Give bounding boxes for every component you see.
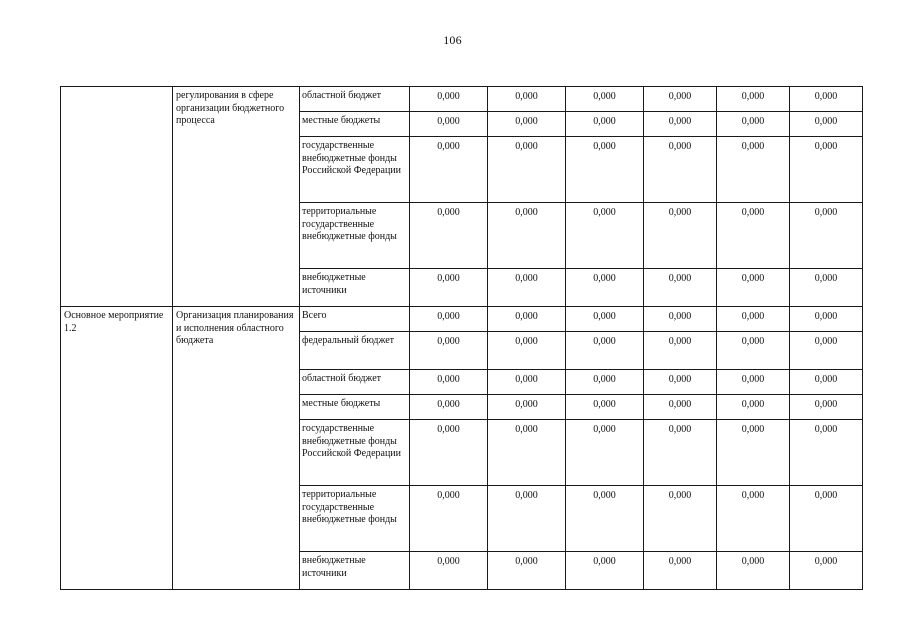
value-cell: 0,000 bbox=[566, 370, 644, 395]
event-name-cell: Организация планирования и исполнения областного бюджета bbox=[173, 307, 300, 590]
value-cell: 0,000 bbox=[717, 552, 790, 590]
event-name-cell: регулирования в сфере организации бюджетного процесса bbox=[173, 87, 300, 307]
value-cell: 0,000 bbox=[717, 420, 790, 486]
value-cell: 0,000 bbox=[644, 552, 717, 590]
value-cell: 0,000 bbox=[644, 486, 717, 552]
value-cell: 0,000 bbox=[644, 137, 717, 203]
value-cell: 0,000 bbox=[790, 112, 863, 137]
page-number: 106 bbox=[443, 33, 462, 47]
value-cell: 0,000 bbox=[488, 420, 566, 486]
value-cell: 0,000 bbox=[566, 552, 644, 590]
value-cell: 0,000 bbox=[790, 420, 863, 486]
value-cell: 0,000 bbox=[644, 87, 717, 112]
value-cell: 0,000 bbox=[644, 112, 717, 137]
value-cell: 0,000 bbox=[790, 552, 863, 590]
value-cell: 0,000 bbox=[717, 332, 790, 370]
value-cell: 0,000 bbox=[566, 420, 644, 486]
value-cell: 0,000 bbox=[410, 112, 488, 137]
funding-source-cell: внебюджетные источники bbox=[300, 552, 410, 590]
value-cell: 0,000 bbox=[717, 307, 790, 332]
table-row bbox=[61, 87, 863, 112]
value-cell: 0,000 bbox=[410, 552, 488, 590]
value-cell: 0,000 bbox=[717, 370, 790, 395]
value-cell: 0,000 bbox=[717, 112, 790, 137]
value-cell: 0,000 bbox=[790, 307, 863, 332]
value-cell: 0,000 bbox=[644, 269, 717, 307]
value-cell: 0,000 bbox=[717, 87, 790, 112]
value-cell: 0,000 bbox=[488, 137, 566, 203]
value-cell: 0,000 bbox=[410, 486, 488, 552]
value-cell: 0,000 bbox=[566, 112, 644, 137]
value-cell: 0,000 bbox=[644, 420, 717, 486]
value-cell: 0,000 bbox=[644, 307, 717, 332]
value-cell: 0,000 bbox=[488, 269, 566, 307]
value-cell: 0,000 bbox=[410, 269, 488, 307]
value-cell: 0,000 bbox=[644, 370, 717, 395]
value-cell: 0,000 bbox=[644, 332, 717, 370]
table-row bbox=[61, 307, 863, 332]
value-cell: 0,000 bbox=[488, 112, 566, 137]
value-cell: 0,000 bbox=[717, 486, 790, 552]
value-cell: 0,000 bbox=[717, 137, 790, 203]
value-cell: 0,000 bbox=[410, 137, 488, 203]
value-cell: 0,000 bbox=[566, 269, 644, 307]
value-cell: 0,000 bbox=[566, 332, 644, 370]
funding-source-cell: государственные внебюджетные фонды Российской Федерации bbox=[300, 420, 410, 486]
value-cell: 0,000 bbox=[488, 87, 566, 112]
value-cell: 0,000 bbox=[410, 420, 488, 486]
value-cell: 0,000 bbox=[410, 307, 488, 332]
value-cell: 0,000 bbox=[410, 395, 488, 420]
value-cell: 0,000 bbox=[488, 332, 566, 370]
value-cell: 0,000 bbox=[410, 203, 488, 269]
event-cell bbox=[61, 87, 173, 307]
funding-source-cell: территориальные государственные внебюджетные фонды bbox=[300, 486, 410, 552]
funding-source-cell: местные бюджеты bbox=[300, 112, 410, 137]
value-cell: 0,000 bbox=[790, 137, 863, 203]
funding-source-cell: внебюджетные источники bbox=[300, 269, 410, 307]
value-cell: 0,000 bbox=[717, 395, 790, 420]
value-cell: 0,000 bbox=[566, 395, 644, 420]
value-cell: 0,000 bbox=[566, 203, 644, 269]
value-cell: 0,000 bbox=[488, 486, 566, 552]
value-cell: 0,000 bbox=[717, 203, 790, 269]
funding-source-cell: местные бюджеты bbox=[300, 395, 410, 420]
value-cell: 0,000 bbox=[566, 137, 644, 203]
value-cell: 0,000 bbox=[410, 332, 488, 370]
value-cell: 0,000 bbox=[790, 370, 863, 395]
value-cell: 0,000 bbox=[790, 87, 863, 112]
value-cell: 0,000 bbox=[566, 87, 644, 112]
value-cell: 0,000 bbox=[488, 307, 566, 332]
value-cell: 0,000 bbox=[488, 370, 566, 395]
value-cell: 0,000 bbox=[410, 370, 488, 395]
value-cell: 0,000 bbox=[488, 203, 566, 269]
funding-source-cell: Всего bbox=[300, 307, 410, 332]
value-cell: 0,000 bbox=[790, 203, 863, 269]
value-cell: 0,000 bbox=[566, 307, 644, 332]
value-cell: 0,000 bbox=[644, 395, 717, 420]
value-cell: 0,000 bbox=[488, 395, 566, 420]
event-cell: Основное мероприятие 1.2 bbox=[61, 307, 173, 590]
value-cell: 0,000 bbox=[790, 395, 863, 420]
funding-source-cell: областной бюджет bbox=[300, 87, 410, 112]
funding-source-cell: федеральный бюджет bbox=[300, 332, 410, 370]
value-cell: 0,000 bbox=[790, 332, 863, 370]
funding-source-cell: областной бюджет bbox=[300, 370, 410, 395]
budget-table-body bbox=[61, 87, 863, 590]
value-cell: 0,000 bbox=[644, 203, 717, 269]
value-cell: 0,000 bbox=[566, 486, 644, 552]
value-cell: 0,000 bbox=[410, 87, 488, 112]
value-cell: 0,000 bbox=[790, 486, 863, 552]
value-cell: 0,000 bbox=[717, 269, 790, 307]
value-cell: 0,000 bbox=[790, 269, 863, 307]
budget-table bbox=[60, 86, 863, 590]
value-cell: 0,000 bbox=[488, 552, 566, 590]
funding-source-cell: территориальные государственные внебюджетные фонды bbox=[300, 203, 410, 269]
funding-source-cell: государственные внебюджетные фонды Российской Федерации bbox=[300, 137, 410, 203]
